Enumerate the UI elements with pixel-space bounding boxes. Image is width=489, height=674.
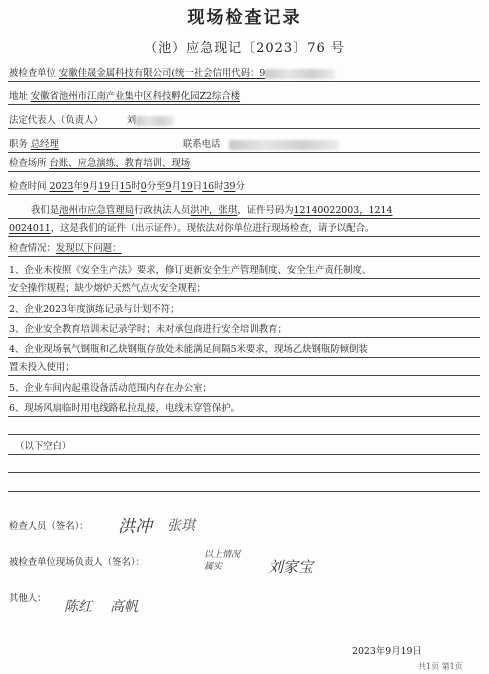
blank-note-text: （以下空白） bbox=[15, 441, 72, 452]
time-start-hour: 15 bbox=[119, 181, 132, 192]
intro-org: 池州市应急管理局 bbox=[59, 205, 135, 216]
inspected-signature-name: 刘家宝 bbox=[268, 558, 314, 576]
intro-mid1: 行政执法人员 bbox=[134, 205, 191, 216]
others-label: 其他人： bbox=[9, 593, 47, 604]
row-rule bbox=[8, 396, 480, 397]
unit-value: 安徽佳晟金属科技有限公司(统一社会信用代码：9 bbox=[58, 68, 266, 79]
position-value: 总经理 bbox=[30, 139, 59, 150]
intro-mid2: ，证件号码为 bbox=[237, 205, 294, 216]
time-label: 检查时间 bbox=[9, 181, 47, 192]
row-rule bbox=[8, 491, 480, 492]
document-number: （池）应急现记〔2023〕76 号 bbox=[144, 41, 345, 56]
intro-line-2 bbox=[9, 222, 477, 236]
intro-prefix: 我们是 bbox=[31, 205, 60, 216]
row-rule bbox=[8, 296, 480, 297]
position-row bbox=[9, 138, 477, 152]
footer-date: 2023年9月19日 bbox=[352, 646, 422, 657]
row-rule bbox=[8, 317, 480, 318]
row-rule bbox=[8, 81, 480, 82]
row-rule bbox=[8, 454, 480, 455]
address-value: 安徽省池州市江南产业集中区科技孵化园Z2综合楼 bbox=[30, 91, 241, 102]
row-rule bbox=[8, 236, 480, 237]
inspected-signature-note: 以上情况属实 bbox=[204, 550, 241, 572]
row-rule bbox=[8, 472, 480, 473]
time-row: 检查时间 2023年9月19日15时0分至9月19日16时39分 bbox=[9, 181, 245, 192]
row-rule bbox=[8, 337, 480, 338]
finding-2: 2、企业2023年度演练记录与计划不符； bbox=[9, 304, 180, 315]
inspector-signature-2: 张琪 bbox=[167, 518, 195, 534]
redacted-phone bbox=[229, 140, 339, 150]
legal-value: 刘 bbox=[126, 115, 137, 126]
position-label: 职务 bbox=[9, 139, 28, 150]
intro-ids-1: 12140022003，1214 bbox=[293, 205, 393, 216]
unit-label: 被检查单位 bbox=[9, 68, 56, 79]
time-end-day: 19 bbox=[180, 181, 193, 192]
row-rule bbox=[8, 218, 480, 219]
legal-row bbox=[9, 114, 477, 128]
inspector-sign-row bbox=[9, 520, 477, 534]
finding-4a: 4、企业现场氧气钢瓶和乙炔钢瓶存放处未能满足间隔5米要求，现场乙炔钢瓶防倾倒装 bbox=[9, 344, 368, 355]
legal-label: 法定代表人（负责人） bbox=[9, 115, 103, 126]
findings-label: 检查情况： bbox=[9, 243, 56, 254]
intro-suffix: ，这是我们的证件（出示证件）。现依法对你单位进行现场检查，请予以配合。 bbox=[50, 223, 375, 234]
address-row bbox=[9, 90, 477, 104]
place-label: 检查场所 bbox=[9, 158, 47, 169]
document-title: 现场检查记录 bbox=[187, 8, 302, 28]
intro-line-1 bbox=[9, 204, 477, 218]
finding-4b: 置未投入使用； bbox=[9, 362, 75, 373]
others-signature-2: 高帆 bbox=[110, 599, 138, 615]
row-rule bbox=[8, 194, 480, 195]
place-value: 台账、应急演练、教育培训、现场 bbox=[49, 158, 191, 169]
others-signature-1: 陈红 bbox=[64, 599, 92, 615]
row-rule bbox=[8, 171, 480, 172]
inspector-signature-1: 洪冲 bbox=[118, 517, 152, 537]
inspected-label: 被检查单位现场负责人（签名）： bbox=[9, 557, 145, 568]
row-rule bbox=[8, 357, 480, 358]
row-rule bbox=[8, 278, 480, 279]
time-end-hour: 16 bbox=[202, 181, 215, 192]
unit-row bbox=[9, 67, 477, 81]
place-row bbox=[9, 157, 477, 171]
finding-5: 5、企业车间内起重设备活动范围内存在办公室； bbox=[9, 383, 212, 394]
row-rule bbox=[8, 104, 480, 105]
time-end-month: 9 bbox=[165, 181, 172, 192]
blank-note bbox=[9, 440, 477, 454]
row-rule bbox=[8, 128, 480, 129]
time-day: 19 bbox=[98, 181, 111, 192]
row-rule bbox=[8, 375, 480, 376]
footer-page: 共1页 第1页 bbox=[418, 662, 463, 671]
findings-value: 发现以下问题： bbox=[55, 243, 122, 254]
row-rule bbox=[8, 256, 480, 257]
row-rule bbox=[8, 434, 480, 435]
finding-1a: 1、企业未按照《安全生产法》要求，修订更新安全生产管理制度、安全生产责任制度、 bbox=[9, 265, 372, 276]
finding-3: 3、企业安全教育培训未记录学时；未对承包商进行安全培训教育； bbox=[9, 324, 287, 335]
intro-officers: 洪冲，张琪 bbox=[190, 205, 238, 216]
finding-6: 6、现场风扇临时用电线路私拉乱接，电线未穿管保护。 bbox=[9, 403, 240, 414]
row-rule bbox=[8, 152, 480, 153]
redacted-credit-code bbox=[265, 69, 335, 79]
phone-label: 联系电话 bbox=[182, 139, 221, 150]
redacted-name bbox=[136, 116, 174, 126]
intro-ids-2: 0024011 bbox=[9, 223, 51, 234]
inspector-label: 检查人员（签名）： bbox=[9, 521, 89, 532]
findings-header bbox=[9, 242, 477, 256]
time-month: 9 bbox=[82, 181, 89, 192]
finding-1b: 安全操作规程；缺少熔炉天然气点火安全规程； bbox=[9, 283, 206, 294]
address-label: 地址 bbox=[9, 91, 28, 102]
time-year: 2023 bbox=[49, 181, 74, 192]
time-start-min: 0 bbox=[140, 181, 147, 192]
time-end-min: 39 bbox=[223, 181, 236, 192]
row-rule bbox=[8, 416, 480, 417]
